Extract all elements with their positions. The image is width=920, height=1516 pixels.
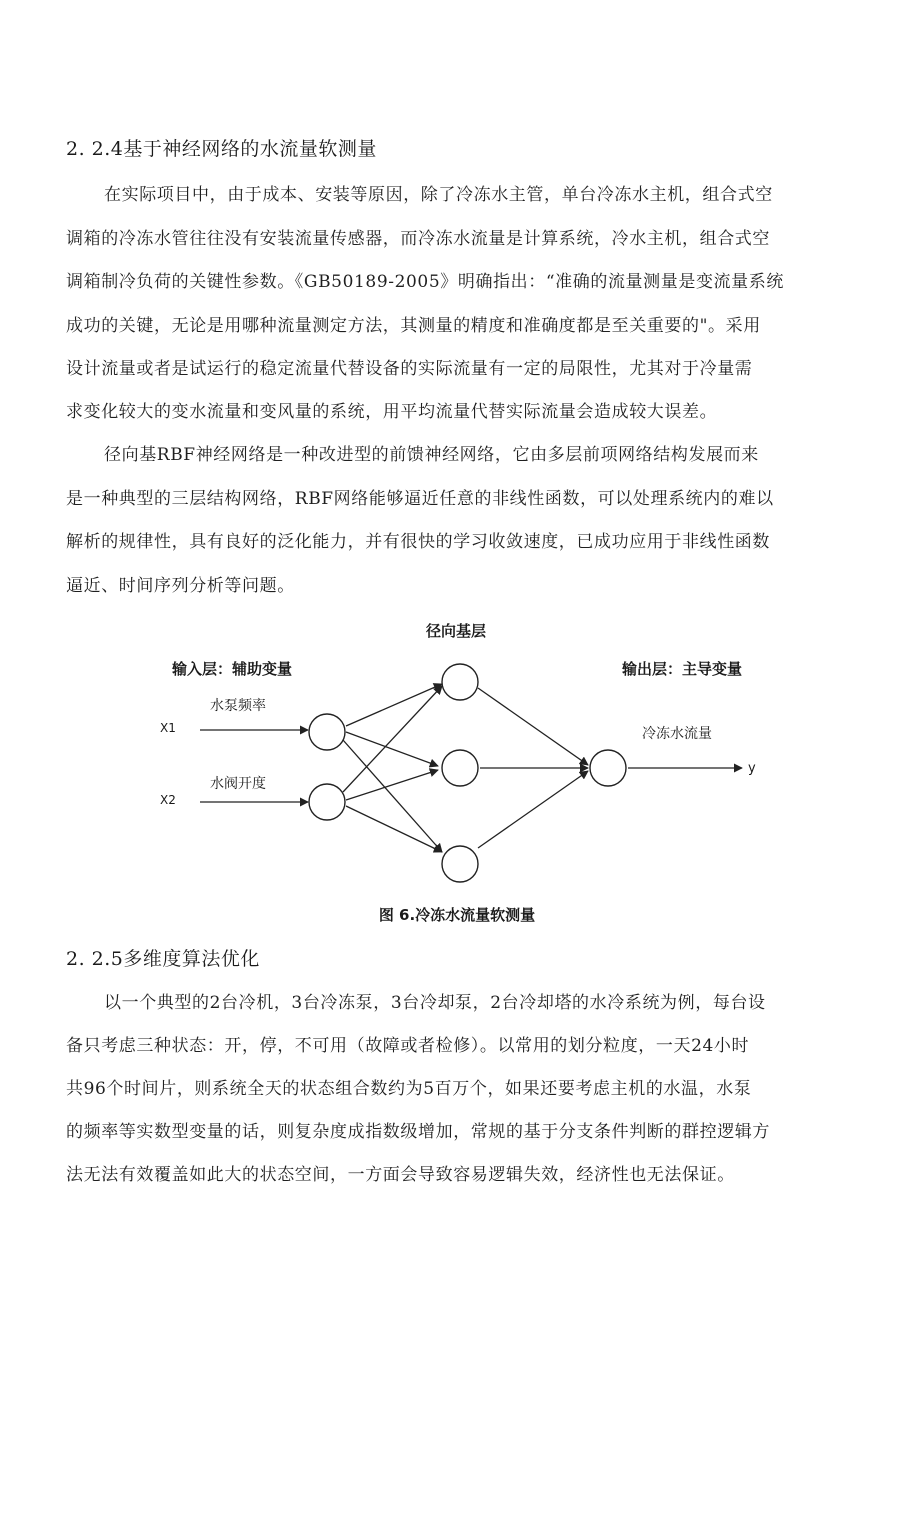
output-desc: 冷冻水流量 bbox=[642, 726, 712, 742]
hidden-output-connections bbox=[478, 688, 588, 848]
input2-name: X2 bbox=[160, 793, 176, 807]
hidden-node-3 bbox=[442, 846, 478, 882]
input-node-2 bbox=[309, 784, 345, 820]
paragraph-line: 逼近、时间序列分析等问题。 bbox=[66, 576, 295, 596]
output-node bbox=[590, 750, 626, 786]
hidden-node-2 bbox=[442, 750, 478, 786]
input1-desc: 水泵频率 bbox=[210, 698, 266, 714]
paragraph-line: 以一个典型的2台冷机，3台冷冻泵，3台冷却泵，2台冷却塔的水冷系统为例，每台设 bbox=[104, 993, 766, 1013]
paragraph-line: 是一种典型的三层结构网络，RBF网络能够逼近任意的非线性函数，可以处理系统内的难以 bbox=[66, 489, 774, 509]
figure-caption: 图 6.冷冻水流量软测量 bbox=[378, 906, 536, 924]
input2-desc: 水阀开度 bbox=[210, 776, 266, 792]
paragraph-line: 法无法有效覆盖如此大的状态空间，一方面会导致容易逻辑失效，经济性也无法保证。 bbox=[66, 1165, 735, 1185]
input1-name: X1 bbox=[160, 721, 176, 735]
paragraph-line: 成功的关键，无论是用哪种流量测定方法，其测量的精度和准确度都是至关重要的"。采用 bbox=[66, 316, 761, 336]
input-layer-label: 输入层：辅助变量 bbox=[172, 660, 293, 678]
paragraph-line: 调箱制冷负荷的关键性参数。《GB50189-2005》明确指出：“准确的流量测量是变流量系统 bbox=[66, 272, 784, 292]
paragraph-line: 在实际项目中，由于成本、安装等原因，除了冷冻水主管，单台冷冻水主机，组合式空 bbox=[104, 185, 773, 205]
section-heading-224: 2. 2.4基于神经网络的水流量软测量 bbox=[66, 138, 377, 160]
output-layer-label: 输出层：主导变量 bbox=[622, 660, 743, 678]
input-node-1 bbox=[309, 714, 345, 750]
paragraph-line: 解析的规律性，具有良好的泛化能力，并有很快的学习收敛速度，已成功应用于非线性函数 bbox=[66, 532, 770, 552]
paragraph-line: 的频率等实数型变量的话，则复杂度成指数级增加，常规的基于分支条件判断的群控逻辑方 bbox=[66, 1122, 770, 1142]
input-hidden-connections bbox=[343, 684, 442, 852]
output-name: y bbox=[748, 761, 756, 776]
paragraph-line: 径向基RBF神经网络是一种改进型的前馈神经网络，它由多层前项网络结构发展而来 bbox=[104, 445, 759, 465]
paragraph-line: 共96个时间片，则系统全天的状态组合数约为5百万个，如果还要考虑主机的水温，水泵 bbox=[66, 1079, 752, 1099]
paragraph-line: 备只考虑三种状态：开，停，不可用（故障或者检修）。以常用的划分粒度，一天24小时 bbox=[66, 1036, 750, 1056]
rbf-network-diagram bbox=[150, 608, 780, 938]
paragraph-line: 求变化较大的变水流量和变风量的系统，用平均流量代替实际流量会造成较大误差。 bbox=[66, 402, 718, 422]
hidden-layer-label: 径向基层 bbox=[425, 622, 487, 640]
hidden-node-1 bbox=[442, 664, 478, 700]
section-heading-225: 2. 2.5多维度算法优化 bbox=[66, 948, 260, 970]
paragraph-line: 调箱的冷冻水管往往没有安装流量传感器，而冷冻水流量是计算系统，冷水主机，组合式空 bbox=[66, 229, 770, 249]
paragraph-line: 设计流量或者是试运行的稳定流量代替设备的实际流量有一定的局限性，尤其对于冷量需 bbox=[66, 359, 753, 379]
